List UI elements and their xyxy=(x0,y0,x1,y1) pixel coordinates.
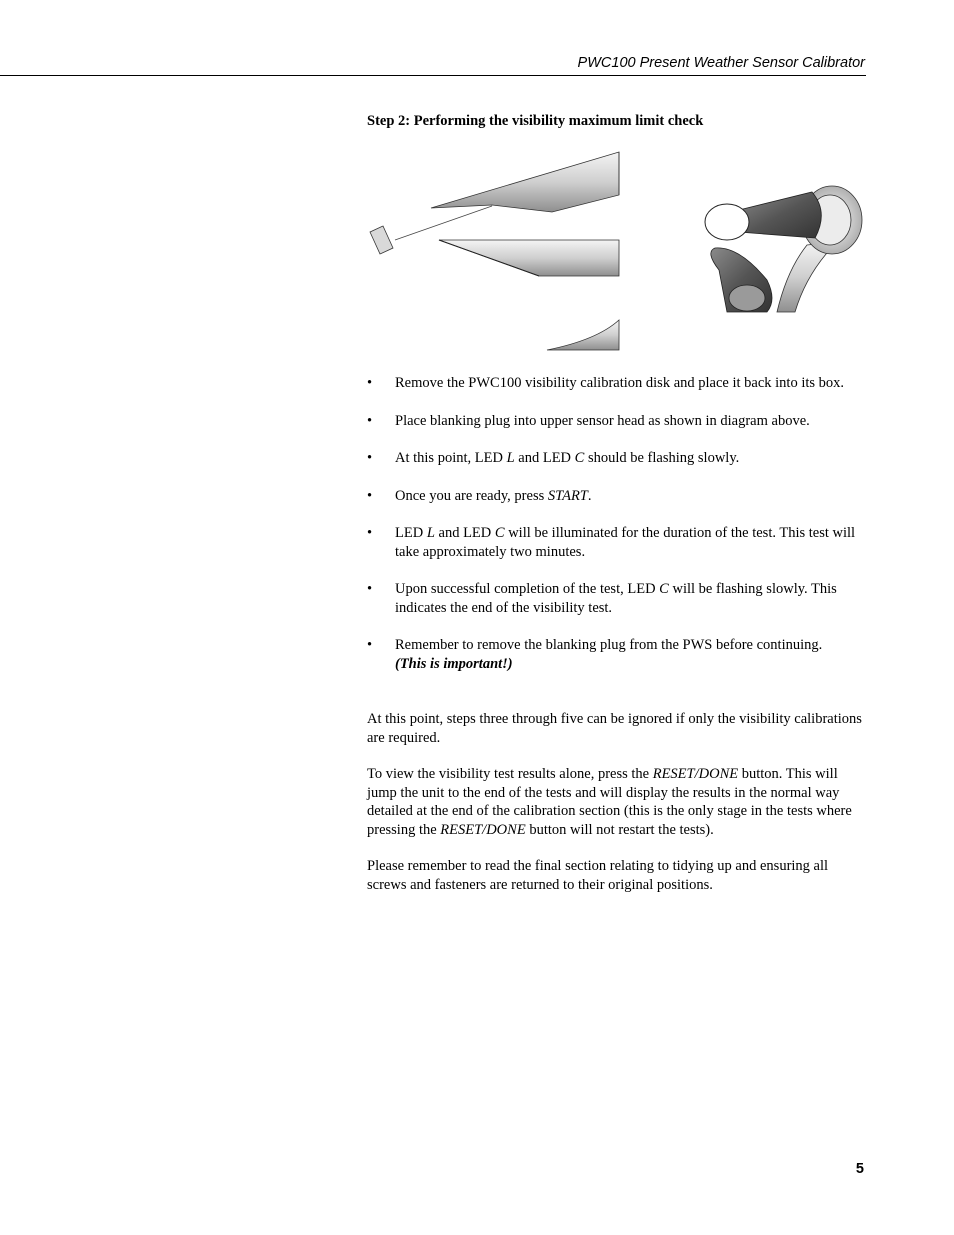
paragraph: Please remember to read the final section relating to tidying up and ensuring all screws and fasteners are returned to their original positions. xyxy=(367,858,829,893)
running-header: PWC100 Present Weather Sensor Calibrator xyxy=(577,55,865,71)
instruction-list xyxy=(367,374,867,692)
blanking-plug xyxy=(705,204,749,240)
sensor-head-view xyxy=(705,186,862,312)
bullet-icon: • xyxy=(367,412,373,429)
list-item: • Place blanking plug into upper sensor head as shown in diagram above. xyxy=(367,412,810,429)
header-rule xyxy=(0,75,866,76)
list-item: • Remove the PWC100 visibility calibration disk and place it back into its box. xyxy=(367,375,845,391)
upper-sensor-arm xyxy=(431,152,619,212)
calibration-disk xyxy=(370,226,393,254)
bullet-icon: • xyxy=(367,375,373,391)
paragraph: To view the visibility test results alone, press the RESET/DONE button. This will jump the unit to the end of the tests and will display the results in the normal way detailed at the end of the calibration section (this is the only stage in the tests where pressing the RESET/DONE button will not restart the tests). xyxy=(367,766,852,838)
page-number: 5 xyxy=(855,1161,864,1177)
list-item: • At this point, LED L and LED C should be flashing slowly. xyxy=(367,450,740,466)
light-beam xyxy=(395,206,492,240)
bullet-icon: • xyxy=(367,637,373,653)
list-item: • Once you are ready, press START. xyxy=(367,487,592,504)
list-item: • Upon successful completion of the test, LED C will be flashing slowly. This indicates the end of the visibility test. xyxy=(367,581,837,616)
list-item: • Remember to remove the blanking plug from the PWS before continuing. (This is important!) xyxy=(367,636,867,673)
bullet-icon: • xyxy=(367,581,373,597)
bullet-icon: • xyxy=(367,450,373,466)
sensor-mount-curve xyxy=(547,320,619,350)
bullet-icon: • xyxy=(367,487,373,504)
important-note: (This is important!) xyxy=(395,655,513,672)
step-heading-block xyxy=(367,112,867,131)
paragraph: At this point, steps three through five can be ignored if only the visibility calibrations are required. xyxy=(367,711,862,746)
bullet-icon: • xyxy=(367,525,373,541)
sensor-diagram xyxy=(367,150,867,355)
step-heading: Step 2: Performing the visibility maximum limit check xyxy=(367,113,704,129)
lower-sensor-arm xyxy=(439,240,619,276)
list-item: • LED L and LED C will be illuminated for the duration of the test. This test will take approximately two minutes. xyxy=(367,525,856,560)
body-text xyxy=(367,710,867,912)
